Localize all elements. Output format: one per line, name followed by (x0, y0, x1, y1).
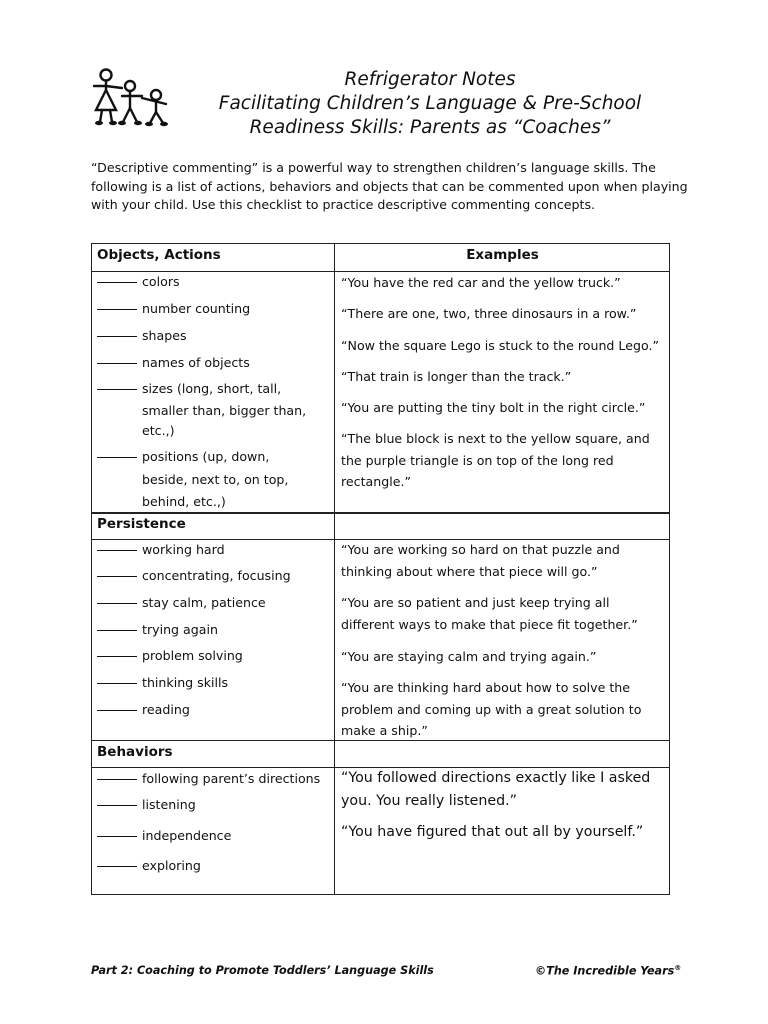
list-item: positions (up, down, (97, 447, 269, 467)
list-item: listening (97, 795, 196, 815)
list-item: working hard (97, 540, 225, 560)
example-text: “You have the red car and the yellow truck.” (341, 275, 621, 290)
example-text: “You have figured that out all by yourself.” (341, 824, 644, 840)
list-item: exploring (97, 856, 201, 876)
list-item: colors (97, 272, 180, 292)
list-item-continued: etc.,) (142, 423, 175, 438)
list-item: stay calm, patience (97, 593, 266, 613)
list-item: trying again (97, 620, 218, 640)
list-item: shapes (97, 326, 187, 346)
intro-paragraph: “Descriptive commenting” is a powerful way to strengthen children’s language skills. The following is a list of actions, behaviors and objects that can be commented upon when playing with your child. Use this checklist to practice descriptive commenting concepts. (91, 160, 688, 212)
example-text: “The blue block is next to the yellow square, and the purple triangle is on top of the long red rectangle.” (341, 431, 650, 489)
list-item: following parent’s directions (97, 769, 320, 789)
page-title: Refrigerator Notes (344, 69, 516, 90)
example-text: “That train is longer than the track.” (341, 369, 572, 384)
example-text: “Now the square Lego is stuck to the round Lego.” (341, 338, 659, 353)
column-header-objects-actions: Objects, Actions (97, 247, 221, 263)
page-subtitle-line-1: Facilitating Children’s Language & Pre-School (218, 93, 642, 114)
column-header-examples: Examples (466, 247, 539, 263)
section-title-persistence: Persistence (97, 516, 186, 532)
page-subtitle-line-2: Readiness Skills: Parents as “Coaches” (249, 117, 611, 138)
list-item: sizes (long, short, tall, (97, 379, 281, 399)
footer-left: Part 2: Coaching to Promote Toddlers’ Language Skills (91, 964, 434, 977)
stick-figure-family-icon (92, 66, 176, 128)
list-item: problem solving (97, 646, 243, 666)
list-item-continued: behind, etc.,) (142, 494, 226, 509)
example-text: “You are working so hard on that puzzle and thinking about where that piece will go.” (341, 542, 620, 579)
example-text: “There are one, two, three dinosaurs in a row.” (341, 306, 637, 321)
section-title-behaviors: Behaviors (97, 744, 173, 760)
example-text: “You are staying calm and trying again.” (341, 649, 597, 664)
list-item: concentrating, focusing (97, 566, 291, 586)
example-text: “You are putting the tiny bolt in the right circle.” (341, 400, 646, 415)
registered-mark: ® (674, 964, 682, 972)
list-item: number counting (97, 299, 250, 319)
footer-right: ©The Incredible Years® (535, 964, 682, 978)
example-text: “You followed directions exactly like I asked you. You really listened.” (341, 770, 651, 809)
list-item-continued: smaller than, bigger than, (142, 403, 307, 418)
example-text: “You are thinking hard about how to solve the problem and coming up with a great solution to make a ship.” (341, 680, 642, 738)
list-item-continued: beside, next to, on top, (142, 472, 289, 487)
list-item: thinking skills (97, 673, 228, 693)
list-item: independence (97, 826, 231, 846)
list-item: reading (97, 700, 190, 720)
checklist-table (91, 243, 670, 895)
list-item: names of objects (97, 353, 250, 373)
example-text: “You are so patient and just keep trying all different ways to make that piece fit together.” (341, 595, 638, 632)
